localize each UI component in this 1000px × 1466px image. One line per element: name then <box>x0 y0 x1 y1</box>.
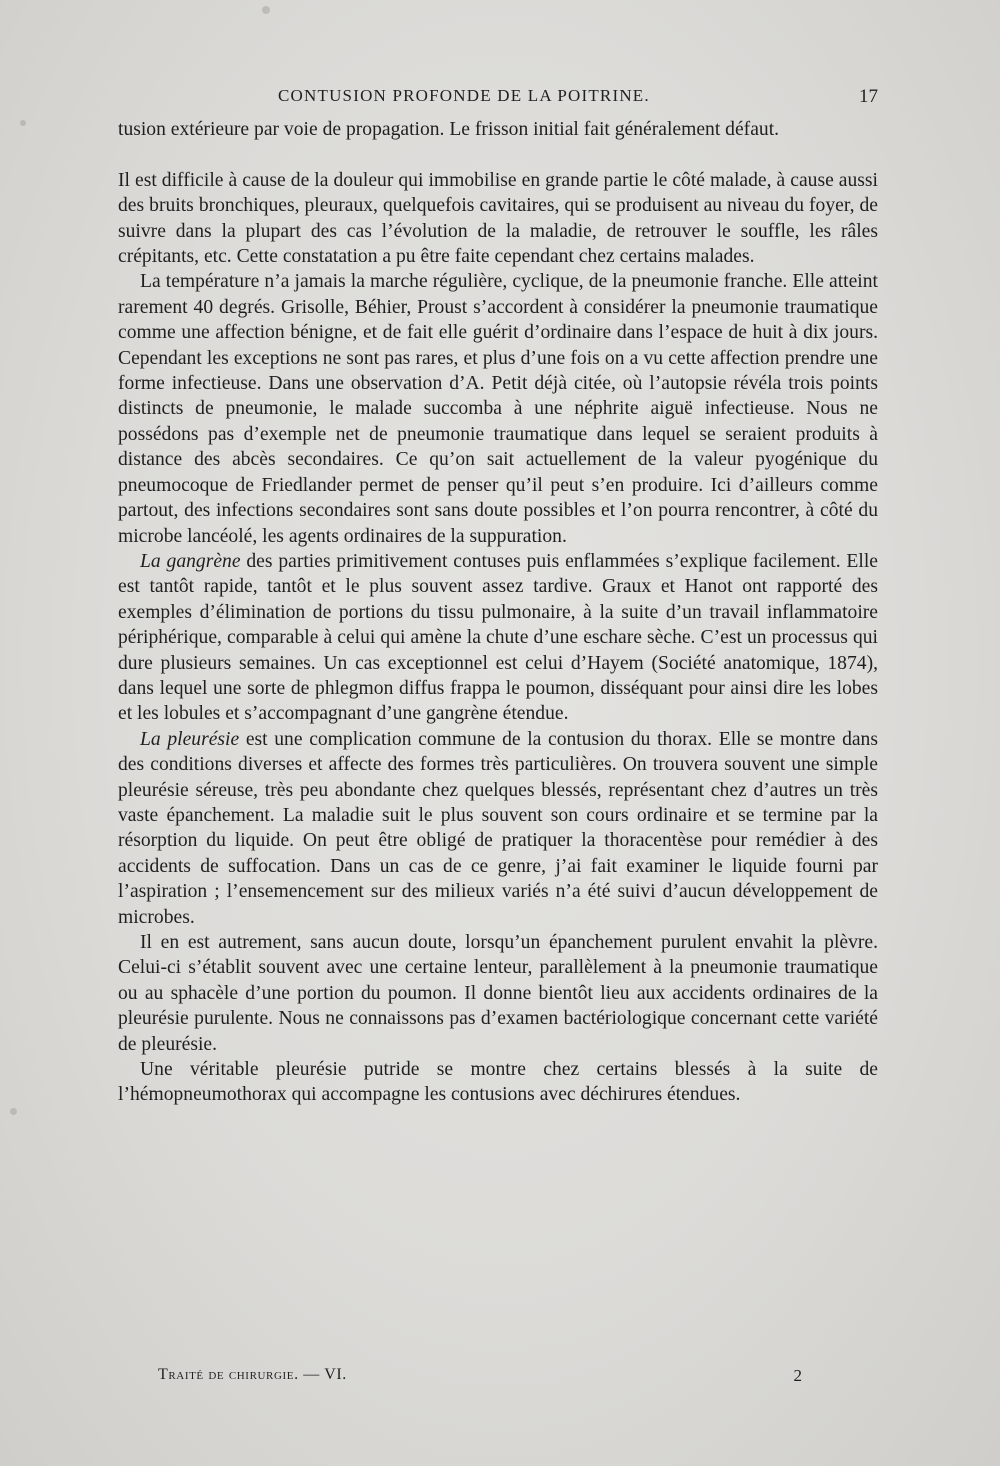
paragraph: Il en est autrement, sans aucun doute, lorsqu’un épanchement purulent envahit la plèvre. Celui-ci s’établit souvent avec une certaine lenteur, parallèlement à la pneumonie traumatique ou au sphacèle d’une portion du poumon. Il donne bientôt lieu aux accidents ordinaires de la pleurésie purulente. Nous ne connaissons pas d’examen bactériologique concernant cette variété de pleurésie. <box>118 932 878 1055</box>
paragraph-text: Il est difficile à cause de la douleur qui immobilise en grande partie le côté malade, à cause aussi des bruits bronchiques, pleuraux, quelquefois cavitaires, qui se produisent au niveau du foyer, de suivre dans la plupart des cas l’évolution de la maladie, de retrouver le souffle, les râles crépitants, etc. Cette constatation a pu être faite cependant chez certains malades. <box>118 169 878 268</box>
paragraph-text: des parties primitivement contuses puis enflammées s’explique facilement. Elle est tantôt rapide, tantôt et le plus souvent assez tardive. Graux et Hanot ont rapporté des exemples d’élimination de portions du tissu pulmonaire, à la suite d’un travail inflammatoire périphérique, comparable à celui qui amène la chute d’une eschare sèche. C’est un processus qui dure plusieurs semaines. Un cas exceptionnel est celui d’Hayem (Société anatomique, 1874), dans lequel une sorte de phlegmon diffus frappa le poumon, disséquant pour ainsi dire les lobes et les lobules et s’accompagnant d’une gangrène étendue. <box>118 550 878 725</box>
page-number: 17 <box>859 86 878 107</box>
italic-term: La pleurésie <box>140 728 240 750</box>
book-signature: Traité de chirurgie. — VI. <box>158 1366 347 1383</box>
paper-spot <box>262 6 270 14</box>
running-title: CONTUSION PROFONDE DE LA POITRINE. <box>278 86 650 105</box>
paragraph: tusion extérieure par voie de propagation. Le frisson initial fait généralement défaut. <box>118 119 780 140</box>
italic-term: La gangrène <box>140 550 241 572</box>
page-header <box>118 86 878 112</box>
paragraph-text: est une complication commune de la contusion du thorax. Elle se montre dans des conditions diverses et affecte des formes très particulières. On trouvera souvent une simple pleurésie séreuse, très peu abondante chez quelques blessés, représentant chez d’autres un très vaste épanchement. La maladie suit le plus souvent son cours ordinaire et se termine par la résorption du liquide. On peut être obligé de pratiquer la thoracentèse pour remédier à des accidents de suffocation. Dans un cas de ce genre, j’ai fait examiner le liquide fourni par l’aspiration ; l’ensemencement sur des milieux variés n’a été suivi d’aucun développement de microbes. <box>118 728 878 928</box>
paragraph <box>118 727 878 930</box>
body-text <box>118 117 878 1108</box>
paragraph: La température n’a jamais la marche régulière, cyclique, de la pneumonie franche. Elle atteint rarement 40 degrés. Grisolle, Béhier, Proust s’accordent à considérer la pneumonie traumatique comme une affection bénigne, et de fait elle guérit d’ordinaire dans l’espace de huit à dix jours. Cependant les exceptions ne sont pas rares, et plus d’une fois on a vu cette affection prendre une forme infectieuse. Dans une observation d’A. Petit déjà citée, où l’autopsie révéla trois points distincts de pneumonie, le malade succomba à une néphrite aiguë infectieuse. Nous ne possédons pas d’exemple net de pneumonie traumatique dans lequel se seraient produits à distance des abcès secondaires. Ce qu’on sait actuellement de la valeur pyogénique du pneumocoque de Friedlander permet de penser qu’il peut s’en produire. Ici d’ailleurs comme partout, des infections secondaires sont sans doute possibles et l’on pourra rencontrer, à côté du microbe lancéolé, les agents ordinaires de la suppuration. <box>118 271 878 547</box>
paragraph <box>118 142 878 269</box>
page-footer <box>158 1366 802 1390</box>
paragraph <box>118 549 878 727</box>
paragraph: Une véritable pleurésie putride se montre chez certains blessés à la suite de l’hémopneumothorax qui accompagne les contusions avec déchirures étendues. <box>118 1059 878 1106</box>
paper-spot <box>20 120 26 126</box>
sheet-number: 2 <box>793 1366 802 1385</box>
paper-spot <box>10 1108 17 1115</box>
